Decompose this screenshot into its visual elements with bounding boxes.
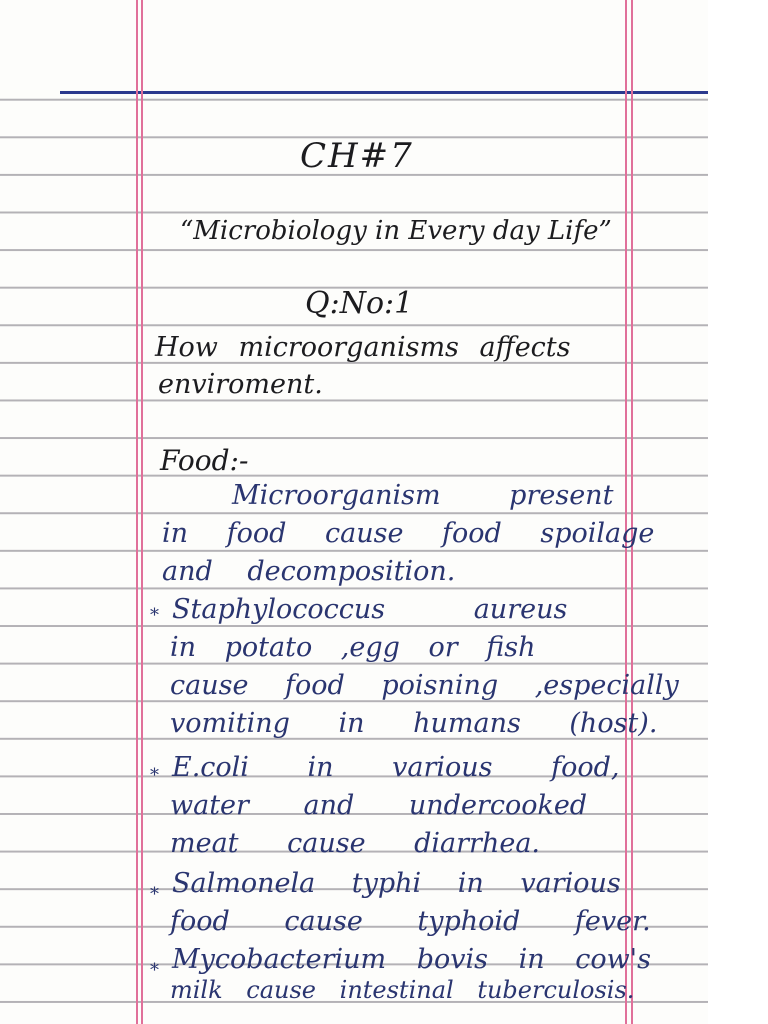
header-rule bbox=[60, 91, 708, 94]
body-line: E.coli in various food, bbox=[172, 752, 620, 783]
body-line: and decomposition. bbox=[162, 556, 456, 587]
chapter-title: CH#7 bbox=[300, 136, 414, 176]
bullet-star-icon: * bbox=[150, 884, 159, 905]
body-line: milk cause intestinal tuberculosis. bbox=[170, 976, 635, 1004]
body-line: Staphylococcus aureus bbox=[172, 594, 568, 625]
body-line: water and undercooked bbox=[170, 790, 588, 821]
right-margin-line-1 bbox=[625, 0, 627, 1024]
page-edge bbox=[708, 0, 768, 1024]
left-margin-line-2 bbox=[141, 0, 143, 1024]
body-line: in potato ,egg or fish bbox=[170, 632, 536, 663]
body-line: Mycobacterium bovis in cow's bbox=[172, 944, 651, 975]
bullet-star-icon: * bbox=[150, 765, 159, 786]
body-line: cause food poisning ,especially bbox=[170, 670, 679, 701]
question-text-line-2: enviroment. bbox=[158, 369, 323, 400]
bullet-star-icon: * bbox=[150, 960, 159, 981]
body-line: meat cause diarrhea. bbox=[170, 828, 541, 859]
chapter-subtitle: “Microbiology in Every day Life” bbox=[180, 216, 612, 246]
body-line: vomiting in humans (host). bbox=[170, 708, 658, 739]
right-margin-line-2 bbox=[631, 0, 633, 1024]
question-number: Q:No:1 bbox=[305, 286, 414, 321]
body-line: in food cause food spoilage bbox=[162, 518, 655, 549]
question-text-line-1: How microorganisms affects bbox=[155, 332, 571, 363]
body-line: Salmonela typhi in various bbox=[172, 868, 621, 899]
section-heading-food: Food:- bbox=[160, 444, 249, 477]
page-top-margin bbox=[0, 0, 768, 90]
body-line: Microorganism present bbox=[232, 480, 614, 511]
body-line: food cause typhoid fever. bbox=[170, 906, 651, 937]
bullet-star-icon: * bbox=[150, 605, 159, 626]
left-margin-line-1 bbox=[136, 0, 138, 1024]
